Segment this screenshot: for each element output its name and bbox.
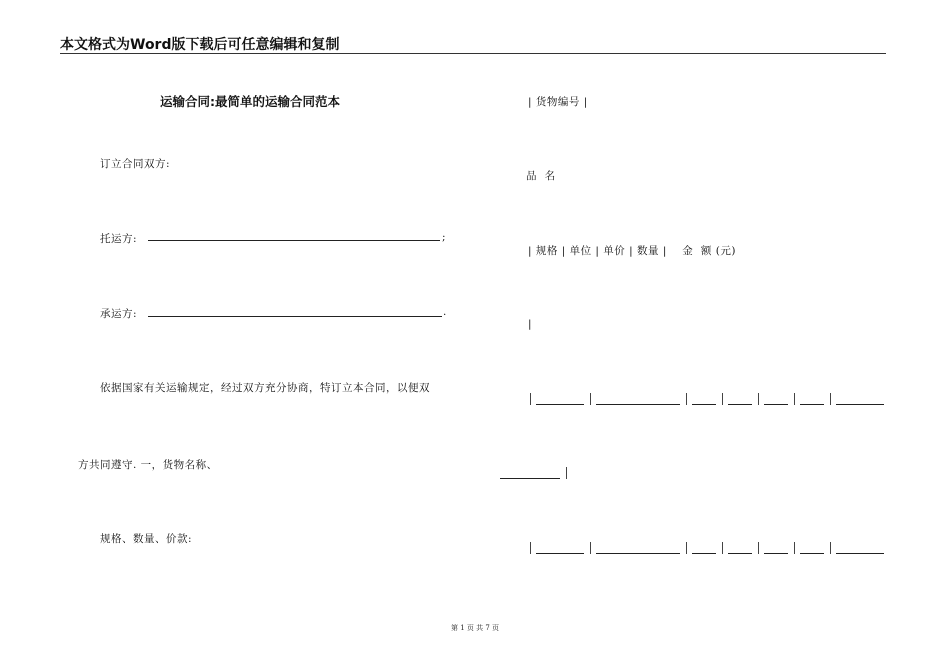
blank-cell-line: [596, 553, 680, 554]
spec-intro: 规格、数量、价款:: [100, 533, 193, 545]
goods-number-cell: | 货物编号 |: [528, 96, 588, 108]
cell-separator: [686, 393, 687, 405]
blank-cell-line: [596, 404, 680, 405]
parties-intro: 订立合同双方:: [100, 158, 171, 170]
blank-cell-line: [692, 553, 716, 554]
blank-cell-line: [728, 553, 752, 554]
cell-separator: [794, 542, 795, 554]
blank-cell-line: [536, 404, 584, 405]
cell-separator: [530, 542, 531, 554]
basis-paragraph-line2: 方共同遵守. 一，货物名称、: [78, 459, 218, 471]
cell-separator: [830, 542, 831, 554]
blank-cell-line: [764, 404, 788, 405]
blank-cell-line: [836, 553, 884, 554]
blank-cell-line: [800, 553, 824, 554]
product-name-label: 品 名: [526, 170, 556, 182]
blank-cell-line: [536, 553, 584, 554]
cell-separator: [722, 393, 723, 405]
blank-cell-line: [800, 404, 824, 405]
cell-separator: [590, 393, 591, 405]
blank-cell-line: [728, 404, 752, 405]
blank-cell-line-continuation: [500, 478, 560, 479]
carrier-fill-line: [148, 316, 442, 317]
table-cell-separator: |: [528, 318, 533, 330]
carrier-end-mark: .: [443, 306, 447, 318]
cell-separator: [758, 393, 759, 405]
blank-cell-line: [836, 404, 884, 405]
blank-cell-line: [764, 553, 788, 554]
blank-cell-line: [692, 404, 716, 405]
table-column-headers: | 规格 | 单位 | 单价 | 数量 | 金 额 (元): [528, 245, 736, 257]
page-footer: 第 1 页 共 7 页: [450, 624, 500, 632]
cell-separator: [758, 542, 759, 554]
cell-separator: [686, 542, 687, 554]
shipper-end-mark: ;: [442, 231, 447, 243]
cell-separator: [590, 542, 591, 554]
document-title: 运输合同:最简单的运输合同范本: [160, 94, 340, 109]
header-divider: [60, 53, 886, 54]
shipper-fill-line: [148, 240, 440, 241]
basis-paragraph-line1: 依据国家有关运输规定，经过双方充分协商，特订立本合同，以便双: [100, 382, 430, 394]
shipper-label: 托运方:: [100, 233, 138, 245]
cell-separator: [530, 393, 531, 405]
cell-separator: [794, 393, 795, 405]
cell-separator: [722, 542, 723, 554]
document-header: 本文格式为Word版下载后可任意编辑和复制: [60, 37, 340, 53]
cell-separator: [566, 467, 567, 479]
cell-separator: [830, 393, 831, 405]
carrier-label: 承运方:: [100, 308, 138, 320]
